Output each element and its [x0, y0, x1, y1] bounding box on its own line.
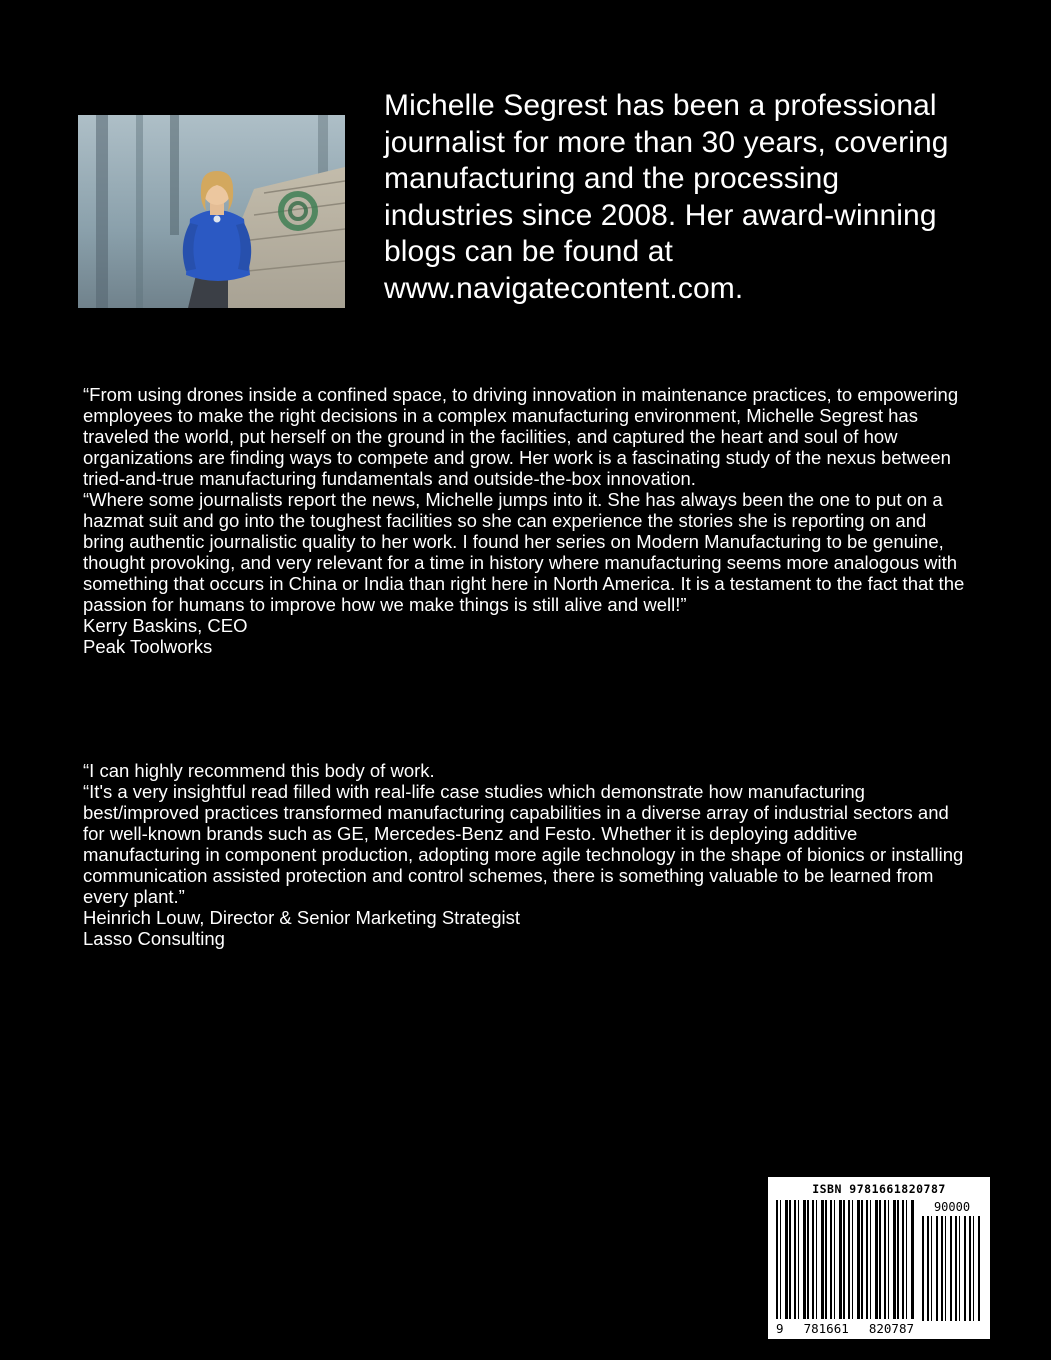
barcode-main	[776, 1200, 914, 1335]
testimonial-kerry-baskins	[83, 384, 971, 657]
attribution-organization: Peak Toolworks	[83, 636, 213, 657]
barcode-price-code: 90000	[933, 1200, 971, 1214]
barcode-row	[776, 1200, 982, 1335]
testimonial-paragraph: “Where some journalists report the news, Michelle jumps into it. She has always been the one to put on a hazmat suit and go into the toughest facilities so she can experience the stories she is reporting on and bring authentic journalistic quality to her work. I found her series on Modern Manufacturing to be genuine, thought provoking, and very relevant for a time in history where manufacturing seems more analogous with something that occurs in China or India than right here in North America. It is a testament to the fact that the passion for humans to improve how we make things is still alive and well!”	[83, 489, 965, 615]
barcode-main-bars	[776, 1200, 914, 1319]
barcode-addon-bars	[922, 1216, 982, 1321]
barcode-addon	[922, 1200, 982, 1335]
testimonial-paragraph: “I can highly recommend this body of work.	[83, 760, 435, 781]
barcode-digit-group: 820787	[868, 1321, 914, 1336]
author-photo	[78, 115, 345, 308]
isbn-barcode-block	[768, 1177, 990, 1339]
barcode-digit-group: 9	[776, 1321, 784, 1336]
attribution-name: Heinrich Louw, Director & Senior Marketing Strategist	[83, 907, 520, 928]
testimonial-paragraph: “It's a very insightful read filled with real-life case studies which demonstrate how manufacturing best/improved practices transformed manufacturing capabilities in a diverse array of industrial sectors and for well-known brands such as GE, Mercedes-Benz and Festo. Whether it is deploying additive manufacturing in component production, adopting more agile technology in the shape of bionics or installing communication assisted protection and control schemes, there is something valuable to be learned from every plant.”	[83, 781, 964, 907]
author-photo-illustration	[78, 115, 345, 308]
isbn-label: ISBN 9781661820787	[812, 1182, 946, 1196]
barcode-digit-group: 781661	[803, 1321, 849, 1336]
barcode-digits	[776, 1319, 914, 1335]
attribution-organization: Lasso Consulting	[83, 928, 225, 949]
author-bio-text: Michelle Segrest has been a professional journalist for more than 30 years, covering manufacturing and the processing industries since 2008. Her award-winning blogs can be found at www.navigatecontent.com.	[384, 89, 949, 305]
testimonial-paragraph: “From using drones inside a confined space, to driving innovation in maintenance practices, to empowering employees to make the right decisions in a complex manufacturing environment, Michelle Segrest has traveled the world, put herself on the ground in the facilities, and captured the heart and soul of how organizations are finding ways to compete and grow. Her work is a fascinating study of the nexus between tried-and-true manufacturing fundamentals and outside-the-box innovation.	[83, 384, 959, 489]
testimonial-heinrich-louw	[83, 760, 971, 949]
attribution-name: Kerry Baskins, CEO	[83, 615, 248, 636]
